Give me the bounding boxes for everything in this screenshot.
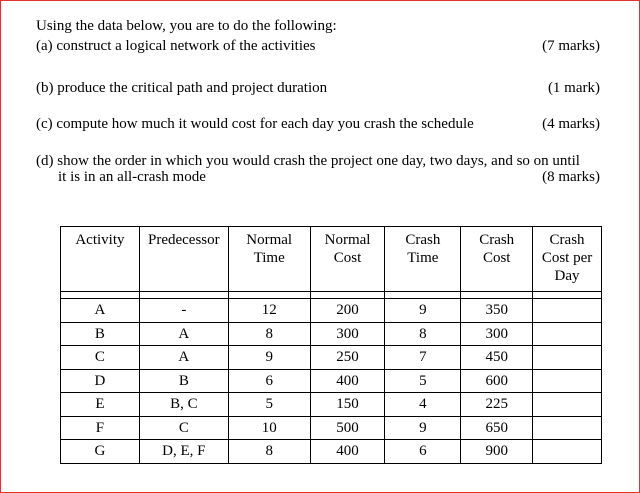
header-crash-time: Crash Time bbox=[385, 227, 461, 292]
cell-activity: G bbox=[61, 440, 140, 464]
cell-normal-time: 8 bbox=[228, 322, 310, 346]
cell-crash-cost-per-day bbox=[533, 416, 602, 440]
header-normal-cost: Normal Cost bbox=[310, 227, 385, 292]
cell-crash-cost-per-day bbox=[533, 346, 602, 370]
table-row bbox=[61, 369, 602, 393]
cell-crash-time: 4 bbox=[385, 393, 461, 417]
question-c: (c) compute how much it would cost for each day you crash the schedule bbox=[36, 116, 474, 132]
question-c-marks: (4 marks) bbox=[542, 116, 600, 132]
cell-crash-time: 8 bbox=[385, 322, 461, 346]
cell-crash-cost-per-day bbox=[533, 299, 602, 323]
cell-crash-time: 5 bbox=[385, 369, 461, 393]
cell-crash-time: 9 bbox=[385, 416, 461, 440]
cell-normal-cost: 300 bbox=[310, 322, 385, 346]
header-crash-cost: Crash Cost bbox=[461, 227, 533, 292]
cell-activity: C bbox=[61, 346, 140, 370]
header-activity: Activity bbox=[61, 227, 140, 292]
cell-normal-time: 6 bbox=[228, 369, 310, 393]
table-row bbox=[61, 416, 602, 440]
cell-crash-time: 6 bbox=[385, 440, 461, 464]
cell-normal-cost: 200 bbox=[310, 299, 385, 323]
intro-text: Using the data below, you are to do the following: bbox=[36, 18, 337, 34]
table-header-row bbox=[61, 227, 602, 292]
cell-activity: B bbox=[61, 322, 140, 346]
header-crash-cost-per-day: Crash Cost per Day bbox=[533, 227, 602, 292]
question-d-marks: (8 marks) bbox=[542, 169, 600, 185]
cell-normal-cost: 150 bbox=[310, 393, 385, 417]
cell-normal-cost: 400 bbox=[310, 440, 385, 464]
activity-table bbox=[60, 226, 602, 464]
table-row bbox=[61, 299, 602, 323]
cell-crash-cost: 450 bbox=[461, 346, 533, 370]
cell-normal-time: 8 bbox=[228, 440, 310, 464]
table-spacer-row bbox=[61, 292, 602, 299]
cell-normal-cost: 250 bbox=[310, 346, 385, 370]
header-normal-time: Normal Time bbox=[228, 227, 310, 292]
cell-predecessor: A bbox=[139, 346, 228, 370]
cell-crash-cost: 600 bbox=[461, 369, 533, 393]
cell-normal-cost: 400 bbox=[310, 369, 385, 393]
cell-crash-cost-per-day bbox=[533, 369, 602, 393]
cell-normal-time: 12 bbox=[228, 299, 310, 323]
cell-crash-cost-per-day bbox=[533, 440, 602, 464]
question-d: (d) show the order in which you would crash the project one day, two days, and so on until bbox=[36, 153, 580, 169]
cell-crash-cost: 350 bbox=[461, 299, 533, 323]
table-row bbox=[61, 440, 602, 464]
header-predecessor: Predecessor bbox=[139, 227, 228, 292]
question-b: (b) produce the critical path and project duration bbox=[36, 80, 328, 96]
cell-normal-time: 5 bbox=[228, 393, 310, 417]
cell-crash-time: 9 bbox=[385, 299, 461, 323]
table-row bbox=[61, 393, 602, 417]
cell-crash-time: 7 bbox=[385, 346, 461, 370]
cell-crash-cost: 650 bbox=[461, 416, 533, 440]
cell-activity: A bbox=[61, 299, 140, 323]
cell-crash-cost: 900 bbox=[461, 440, 533, 464]
cell-predecessor: - bbox=[139, 299, 228, 323]
cell-activity: F bbox=[61, 416, 140, 440]
cell-crash-cost-per-day bbox=[533, 393, 602, 417]
cell-activity: E bbox=[61, 393, 140, 417]
cell-crash-cost: 300 bbox=[461, 322, 533, 346]
cell-normal-time: 9 bbox=[228, 346, 310, 370]
cell-activity: D bbox=[61, 369, 140, 393]
table-row bbox=[61, 346, 602, 370]
question-a: (a) construct a logical network of the activities bbox=[36, 38, 316, 54]
cell-predecessor: B, C bbox=[139, 393, 228, 417]
table-row bbox=[61, 322, 602, 346]
cell-predecessor: D, E, F bbox=[139, 440, 228, 464]
cell-crash-cost-per-day bbox=[533, 322, 602, 346]
question-a-marks: (7 marks) bbox=[542, 38, 600, 54]
cell-normal-time: 10 bbox=[228, 416, 310, 440]
question-b-marks: (1 mark) bbox=[547, 80, 600, 96]
cell-predecessor: A bbox=[139, 322, 228, 346]
cell-crash-cost: 225 bbox=[461, 393, 533, 417]
cell-predecessor: C bbox=[139, 416, 228, 440]
cell-predecessor: B bbox=[139, 369, 228, 393]
cell-normal-cost: 500 bbox=[310, 416, 385, 440]
question-d-continued: it is in an all-crash mode bbox=[58, 169, 206, 185]
